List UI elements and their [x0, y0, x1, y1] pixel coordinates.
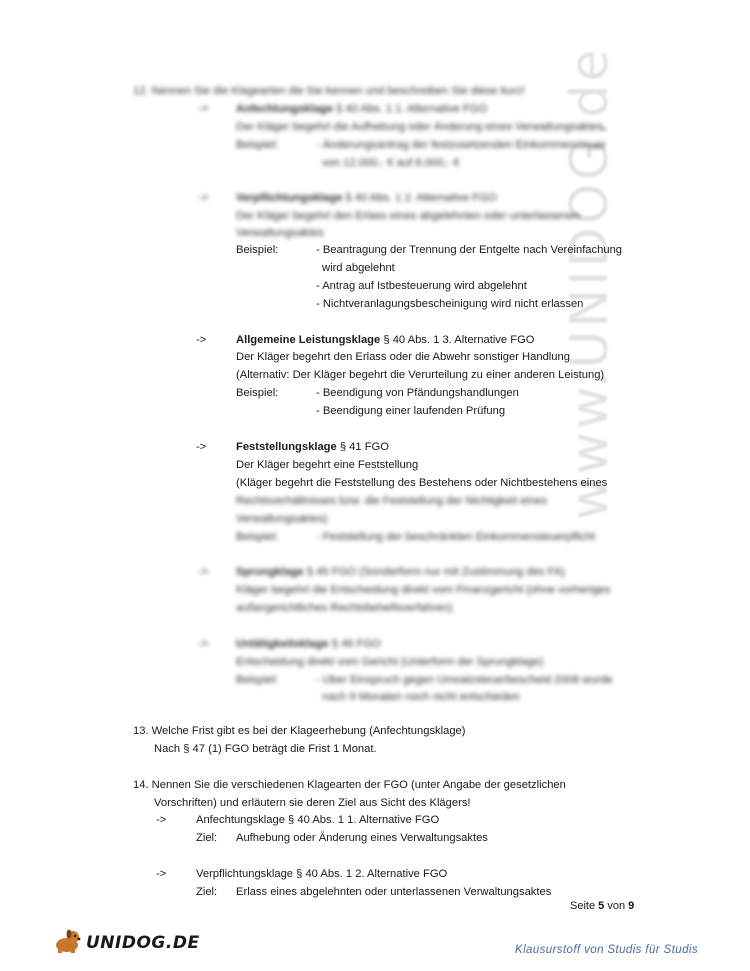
- example-label: Beispiel:: [236, 531, 279, 543]
- example-item: - Beantragung der Trennung der Entgelte nach Vereinfachung: [316, 244, 623, 256]
- klageart-description: Kläger begehrt die Entscheidung direkt vom Finanzgericht (ohne vorheriges: [236, 584, 611, 596]
- q12-title: 12. Nennen Sie die Klagearten die Sie kennen und beschreiben Sie diese kurz!: [133, 85, 525, 97]
- example-item: - Feststellung der beschränkten Einkommensteuerpflicht: [316, 531, 596, 543]
- q13-question: 13. Welche Frist gibt es bei der Klageerhebung (Anfechtungsklage): [133, 725, 466, 737]
- goal-label: Ziel:: [196, 832, 218, 844]
- arrow: ->: [156, 868, 167, 880]
- q14-question: Vorschriften) und erläutern sie deren Ziel aus Sicht des Klägers!: [154, 797, 471, 809]
- klageart-description: Verwaltungsaktes: [236, 227, 324, 239]
- arrow: ->: [156, 814, 167, 826]
- klageart-description: Der Kläger begehrt eine Feststellung: [236, 459, 419, 471]
- arrow: ->: [198, 103, 209, 115]
- goal-label: Ziel:: [196, 886, 218, 898]
- unidog-logo: [52, 928, 200, 957]
- klageart-heading: Anfechtungsklage § 40 Abs. 1 1. Alternative FGO: [236, 103, 488, 115]
- q13-answer: Nach § 47 (1) FGO beträgt die Frist 1 Monat.: [154, 743, 377, 755]
- klageart-description: (Kläger begehrt die Feststellung des Bestehens oder Nichtbestehens eines: [236, 477, 608, 489]
- example-label: Beispiel:: [236, 139, 279, 151]
- arrow: ->: [196, 334, 207, 346]
- klageart-heading: Untätigkeitsklage § 46 FGO: [236, 638, 381, 650]
- example-label: Beispiel:: [236, 674, 279, 686]
- goal-text: Erlass eines abgelehnten oder unterlassenen Verwaltungsaktes: [236, 886, 552, 898]
- dog-icon: [52, 928, 82, 957]
- example-item: nach 9 Monaten noch nicht entschieden: [322, 691, 520, 703]
- watermark: www.UNIDOG.de: [560, 46, 620, 520]
- example-item: - Nichtveranlagungsbescheinigung wird nicht erlassen: [316, 298, 584, 310]
- klageart-description: Der Kläger begehrt den Erlass eines abgelehnten oder unterlassenen: [236, 210, 580, 222]
- klageart-description: Der Kläger begehrt den Erlass oder die Abwehr sonstiger Handlung: [236, 351, 570, 363]
- arrow: ->: [198, 566, 209, 578]
- klageart-description: Entscheidung direkt vom Gericht (Unterform der Sprungklage): [236, 656, 544, 668]
- arrow: ->: [196, 441, 207, 453]
- example-item: wird abgelehnt: [322, 262, 395, 274]
- klageart-description: Der Kläger begehrt die Aufhebung oder Änderung eines Verwaltungsaktes: [236, 121, 603, 133]
- example-label: Beispiel:: [236, 244, 279, 256]
- example-item: - Über Einspruch gegen Umsatzsteuerbescheid 2008 wurde: [316, 674, 613, 686]
- example-item: - Beendigung einer laufenden Prüfung: [316, 405, 506, 417]
- klageart-description: Rechtsverhältnisses bzw. die Feststellung der Nichtigkeit eines: [236, 495, 547, 507]
- goal-text: Aufhebung oder Änderung eines Verwaltungsaktes: [236, 832, 488, 844]
- klageart-heading: Allgemeine Leistungsklage § 40 Abs. 1 3. Alternative FGO: [236, 334, 535, 346]
- footer-slogan: Klausurstoff von Studis für Studis: [515, 944, 698, 956]
- klageart-description: (Alternativ: Der Kläger begehrt die Verurteilung zu einer anderen Leistung): [236, 369, 605, 381]
- klageart-heading: Feststellungsklage § 41 FGO: [236, 441, 389, 453]
- q14-item-title: Verpflichtungsklage § 40 Abs. 1 2. Alternative FGO: [196, 868, 448, 880]
- example-item: von 12.000,- € auf 8.000,- €: [322, 157, 460, 169]
- klageart-heading: Sprungklage § 45 FGO (Sonderform nur mit Zustimmung des FA): [236, 566, 565, 578]
- arrow: ->: [198, 192, 209, 204]
- example-item: - Beendigung von Pfändungshandlungen: [316, 387, 519, 399]
- arrow: ->: [198, 638, 209, 650]
- logo-text: UNIDOG.DE: [86, 932, 200, 953]
- klageart-description: Verwaltungsaktes): [236, 513, 328, 525]
- example-item: - Antrag auf Istbesteuerung wird abgelehnt: [316, 280, 527, 292]
- example-label: Beispiel:: [236, 387, 279, 399]
- example-item: - Änderungsantrag der festzusetzenden Einkommensteuer: [316, 139, 606, 151]
- klageart-description: außergerichtliches Rechtsbehelfsverfahren): [236, 602, 453, 614]
- page-number: Seite 5 von 9: [570, 900, 635, 912]
- q14-item-title: Anfechtungsklage § 40 Abs. 1 1. Alternative FGO: [196, 814, 440, 826]
- klageart-heading: Verpflichtungsklage § 40 Abs. 1 2. Alternative FGO: [236, 192, 497, 204]
- q14-question: 14. Nennen Sie die verschiedenen Klagearten der FGO (unter Angabe der gesetzlichen: [133, 779, 566, 791]
